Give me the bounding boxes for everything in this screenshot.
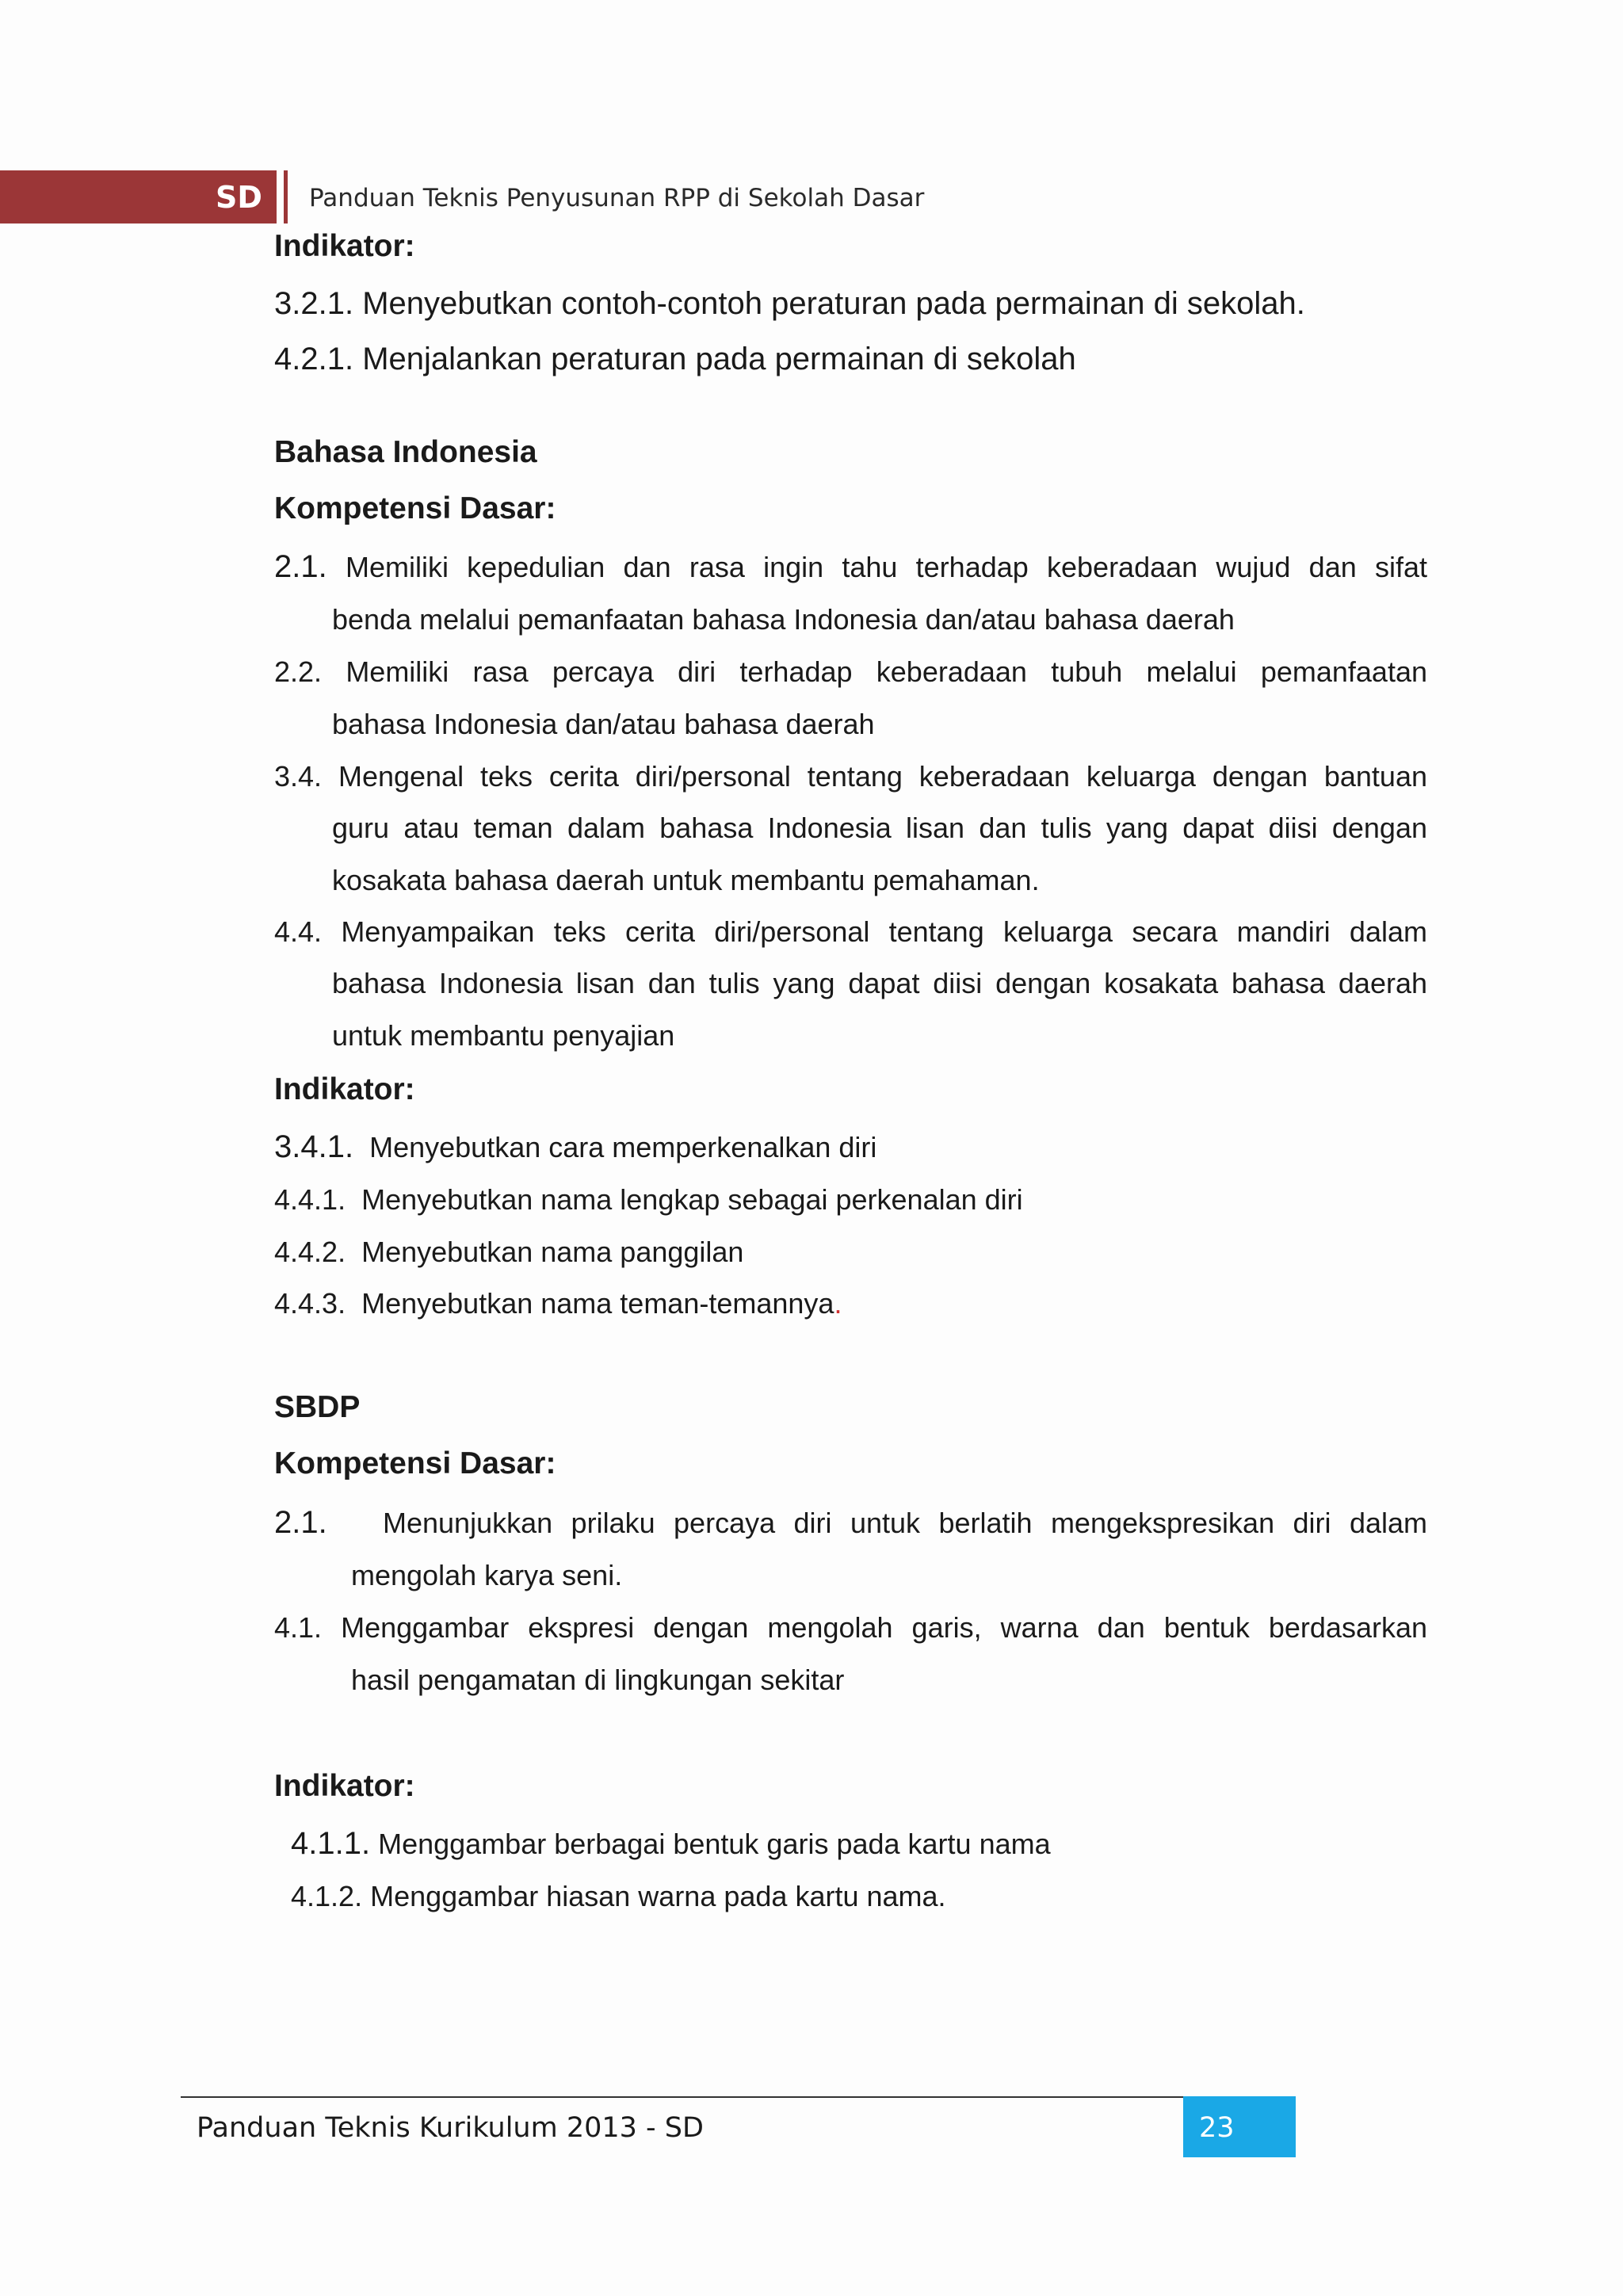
bahasa-indikator-item: 4.4.1. Menyebutkan nama lengkap sebagai perkenalan diri <box>274 1183 1023 1216</box>
bahasa-kd-item: 2.2. Memiliki rasa percaya diri terhadap keberadaan tubuh melalui pemanfaatan <box>274 655 1427 688</box>
bahasa-kd-continuation: bahasa Indonesia dan/atau bahasa daerah <box>332 708 875 740</box>
sbdp-kd-heading: Kompetensi Dasar: <box>274 1446 556 1480</box>
sbdp-indikator-item: 4.1.2. Menggambar hiasan warna pada kartu nama. <box>291 1880 946 1912</box>
ppkn-indikator-item: 3.2.1. Menyebutkan contoh-contoh peraturan pada permainan di sekolah. <box>274 286 1305 321</box>
footer-rule <box>181 2096 1184 2098</box>
sbdp-kd-continuation: mengolah karya seni. <box>351 1559 623 1591</box>
header-code: SD <box>216 180 262 215</box>
sbdp-kd-item: 4.1. Menggambar ekspresi dengan mengolah garis, warna dan bentuk berdasarkan <box>274 1611 1427 1644</box>
sbdp-kd-item: 2.1. Menunjukkan prilaku percaya diri untuk berlatih mengekspresikan diri dalam <box>274 1505 1427 1540</box>
header-divider <box>284 170 288 223</box>
bahasa-kd-continuation: untuk membantu penyajian <box>332 1019 675 1052</box>
sbdp-kd-continuation: hasil pengamatan di lingkungan sekitar <box>351 1664 845 1696</box>
subject-heading-sbdp: SBDP <box>274 1390 361 1424</box>
bahasa-kd-continuation: benda melalui pemanfaatan bahasa Indonesia dan/atau bahasa daerah <box>332 603 1235 636</box>
sbdp-indikator-item: 4.1.1. Menggambar berbagai bentuk garis pada kartu nama <box>291 1826 1051 1861</box>
bahasa-kd-continuation: kosakata bahasa daerah untuk membantu pemahaman. <box>332 864 1040 896</box>
footer-title: Panduan Teknis Kurikulum 2013 - SD <box>197 2112 704 2144</box>
bahasa-kd-heading: Kompetensi Dasar: <box>274 491 556 525</box>
ppkn-indikator-item: 4.2.1. Menjalankan peraturan pada permainan di sekolah <box>274 342 1076 376</box>
page-number: 23 <box>1199 2112 1235 2144</box>
bahasa-kd-continuation: guru atau teman dalam bahasa Indonesia lisan dan tulis yang dapat diisi dengan <box>332 812 1427 844</box>
bahasa-indikator-heading: Indikator: <box>274 1072 415 1106</box>
bahasa-indikator-item: 3.4.1. Menyebutkan cara memperkenalkan diri <box>274 1129 877 1164</box>
bahasa-indikator-item: 4.4.3. Menyebutkan nama teman-temannya. <box>274 1287 842 1320</box>
ppkn-indikator-heading: Indikator: <box>274 229 415 263</box>
bahasa-kd-continuation: bahasa Indonesia lisan dan tulis yang dapat diisi dengan kosakata bahasa daerah <box>332 967 1427 999</box>
bahasa-kd-item: 2.1. Memiliki kepedulian dan rasa ingin tahu terhadap keberadaan wujud dan sifat <box>274 549 1427 584</box>
header-title: Panduan Teknis Penyusunan RPP di Sekolah Dasar <box>309 184 925 212</box>
bahasa-kd-item: 4.4. Menyampaikan teks cerita diri/personal tentang keluarga secara mandiri dalam <box>274 915 1427 948</box>
bahasa-indikator-item: 4.4.2. Menyebutkan nama panggilan <box>274 1236 744 1268</box>
subject-heading-bahasa: Bahasa Indonesia <box>274 435 537 469</box>
sbdp-indikator-heading: Indikator: <box>274 1769 415 1803</box>
bahasa-kd-item: 3.4. Mengenal teks cerita diri/personal tentang keberadaan keluarga dengan bantuan <box>274 760 1427 793</box>
